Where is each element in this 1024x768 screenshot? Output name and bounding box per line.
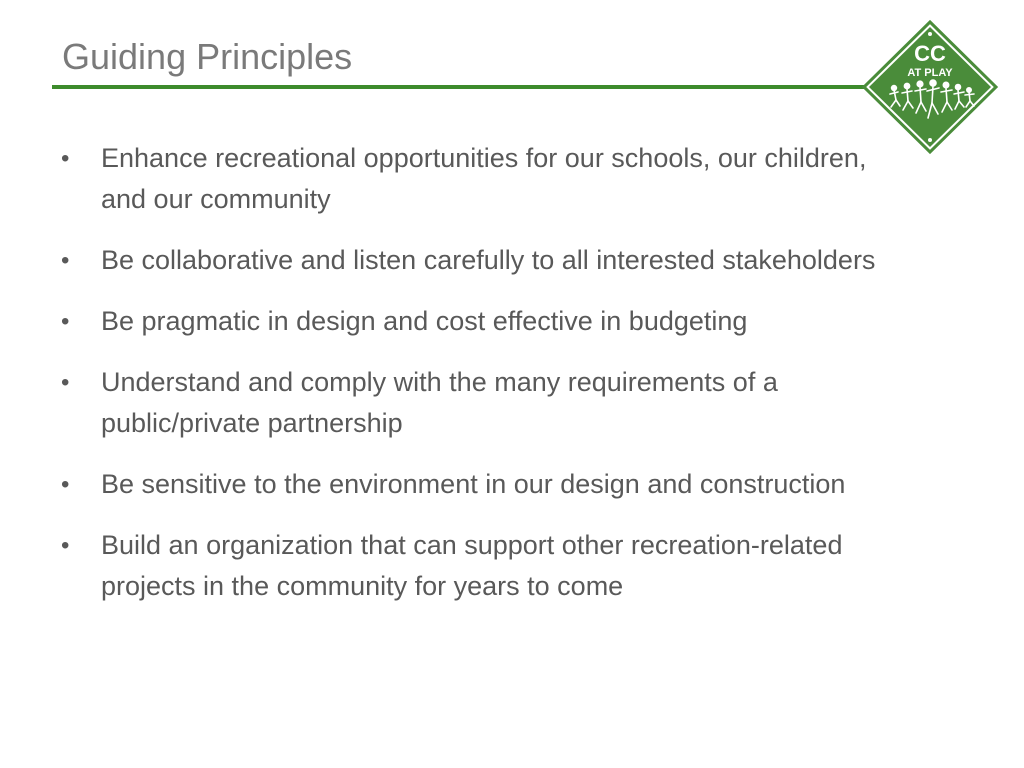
list-item xyxy=(58,525,918,607)
list-item xyxy=(58,240,918,281)
logo-text-cc: CC xyxy=(914,41,946,66)
bullet-icon: • xyxy=(61,308,70,335)
list-item-text: Enhance recreational opportunities for our schools, our children, and our community xyxy=(101,143,867,214)
list-item-text: Understand and comply with the many requirements of a public/private partnership xyxy=(101,367,778,438)
title-divider xyxy=(52,85,882,89)
slide-title: Guiding Principles xyxy=(62,36,353,77)
bullet-icon: • xyxy=(61,471,70,498)
bullet-icon: • xyxy=(61,532,70,559)
principles-list xyxy=(58,138,918,627)
list-item-text: Build an organization that can support other recreation-related projects in the community for years to come xyxy=(101,530,843,601)
logo-text-at-play: AT PLAY xyxy=(907,67,953,79)
bullet-icon: • xyxy=(61,369,70,396)
list-item xyxy=(58,301,918,342)
list-item-text: Be sensitive to the environment in our design and construction xyxy=(101,469,846,499)
list-item-text: Be pragmatic in design and cost effective in budgeting xyxy=(101,306,748,336)
list-item xyxy=(58,464,918,505)
cc-at-play-logo xyxy=(860,18,1000,156)
list-item xyxy=(58,362,918,444)
list-item-text: Be collaborative and listen carefully to all interested stakeholders xyxy=(101,245,876,275)
bullet-icon: • xyxy=(61,247,70,274)
list-item xyxy=(58,138,918,220)
bullet-icon: • xyxy=(61,145,70,172)
